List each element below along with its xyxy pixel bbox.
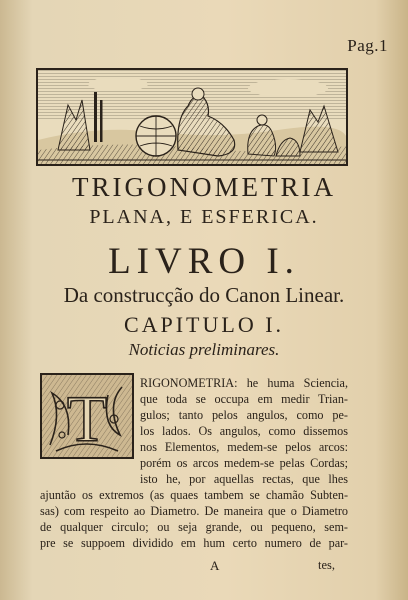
- woodcut-vignette: [36, 68, 348, 166]
- body-line: sas) com respeito ao Diametro. De maneira que o Diametro: [40, 504, 348, 518]
- signature-mark: A: [210, 558, 220, 573]
- title-plana-esferica: PLANA, E ESFERICA.: [89, 206, 319, 228]
- body-line: que toda se occupa em medir Trian-: [140, 392, 348, 406]
- title-trigonometria: TRIGONOMETRIA: [72, 172, 336, 202]
- vignette-illustration: [38, 70, 346, 164]
- book-title: LIVRO I.: [108, 241, 300, 282]
- body-line: pre se suppoem dividido em hum certo numero de par-: [40, 536, 348, 550]
- body-line: gulos; tanto pelos angulos, como pe-: [140, 408, 348, 422]
- ornamental-drop-cap: [42, 375, 132, 457]
- catchword: tes,: [318, 558, 336, 572]
- body-line: ajuntão os extremos (as quaes tambem se chamão Subten-: [40, 488, 348, 502]
- book-subtitle: Da construcção do Canon Linear.: [63, 283, 345, 307]
- body-line: nos Elementos, medem-se pelos arcos:: [140, 440, 348, 454]
- body-line: isto he, por aquellas rectas, que lhes: [140, 472, 348, 486]
- chapter-subtitle: Noticias preliminares.: [128, 340, 280, 359]
- decorated-initial: [40, 373, 134, 459]
- body-line: de qualquer circulo; ou seja grande, ou pequeno, sem-: [40, 520, 348, 534]
- body-line: RIGONOMETRIA: he huma Sciencia,: [140, 376, 348, 390]
- body-line: los lados. Os angulos, como dissemos: [140, 424, 348, 438]
- page-number: Pag.1: [347, 36, 388, 55]
- chapter-title: CAPITULO I.: [123, 312, 285, 337]
- drop-cap-letter: T: [66, 383, 108, 456]
- body-line: porém os arcos medem-se pelas Cordas;: [140, 456, 348, 470]
